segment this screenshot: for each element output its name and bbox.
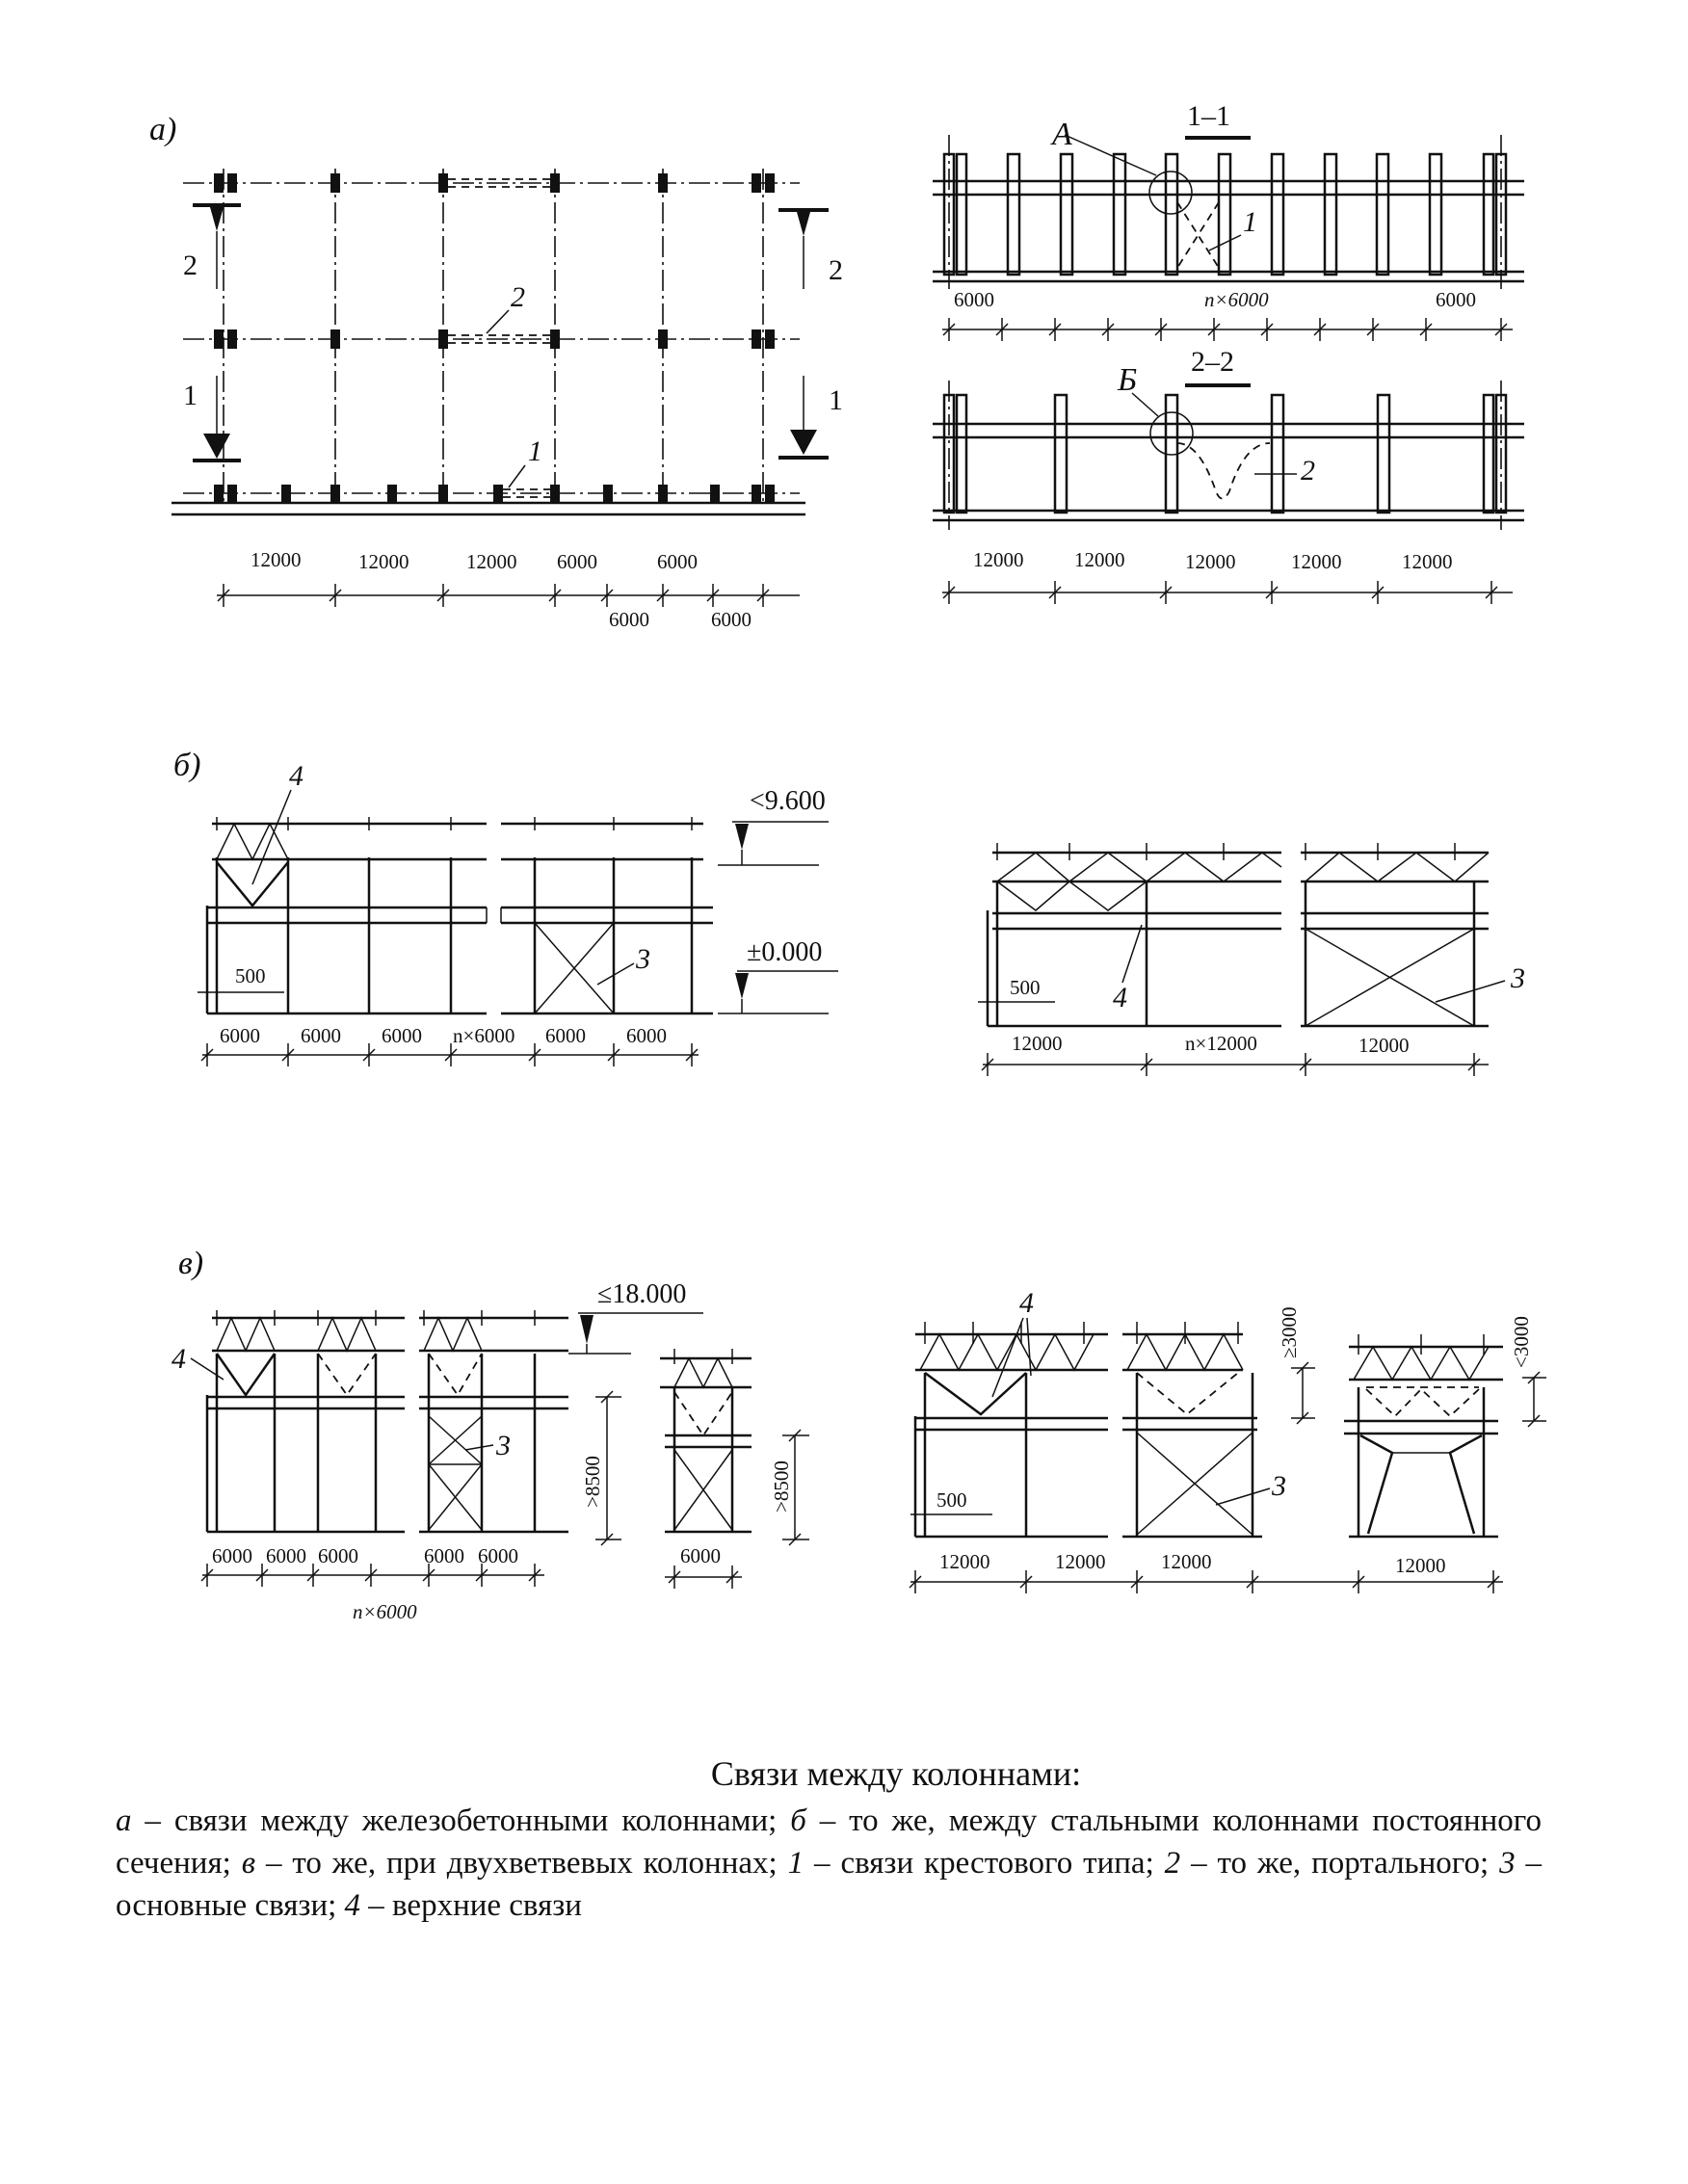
plan-dim-1: 12000 [251,548,302,571]
callout-section-2: 2 [1301,455,1315,487]
v-right-height-1: ≥3000 [1278,1306,1301,1358]
v-single-height: >8500 [770,1460,793,1513]
panel-b-left [173,748,838,1066]
section-2-2-dim-1: 12000 [973,548,1024,571]
b-left-offset: 500 [235,964,266,987]
node-A-label: А [1052,117,1072,152]
plan-dim-5: 6000 [657,550,698,573]
figure-caption [116,1753,1542,1927]
b-right-dim-2: n×12000 [1185,1032,1257,1055]
callout-plan-1: 1 [528,435,542,467]
v-right-height-2: <3000 [1510,1316,1533,1368]
section-marker-right-2: 2 [829,254,843,286]
plan-dim-7: 6000 [711,608,752,631]
caption-item-2: – то же, портального; [1180,1846,1500,1881]
b-right-dim-3: 12000 [1358,1034,1410,1057]
callout-b-left-3: 3 [636,943,650,975]
v-left-total: n×6000 [353,1600,417,1623]
section-2-2-dim-3: 12000 [1185,550,1236,573]
callout-section-1: 1 [1243,206,1257,238]
panel-b-label: б) [173,748,201,783]
caption-item-3: – основные связи; [116,1846,1543,1923]
section-1-1-dim-right: 6000 [1436,288,1476,311]
plan-dim-3: 12000 [466,550,517,573]
caption-item-1: – связи крестового типа; [804,1846,1165,1881]
callout-v-right-3: 3 [1272,1470,1286,1502]
callout-v-left-3: 3 [496,1430,511,1461]
elev-b-zero: ±0.000 [747,937,823,967]
section-1-1-dim-mid: n×6000 [1204,288,1269,311]
v-left-dim-3: 6000 [318,1544,358,1567]
caption-item-a: – связи между железобетонными колоннами; [131,1803,791,1838]
section-marker-right-1: 1 [829,384,843,416]
v-left-dim-4: 6000 [424,1544,464,1567]
b-right-offset: 500 [1010,976,1041,999]
caption-item-4: – верхние связи [360,1888,582,1923]
caption-item-v: – то же, при двухветвевых колоннах; [255,1846,788,1881]
node-B-label: Б [1118,362,1138,398]
section-marker-left-2: 2 [183,250,198,281]
panel-v-label: в) [178,1246,204,1281]
panel-a-plan [149,112,843,631]
elev-b-top: <9.600 [750,786,826,816]
section-2-2-dim-2: 12000 [1074,548,1125,571]
b-left-dim-3: 6000 [382,1024,422,1047]
section-2-2-title: 2–2 [1191,346,1234,378]
caption-key-3: 3 [1499,1846,1516,1881]
v-left-dim-5: 6000 [478,1544,518,1567]
section-1-1-title: 1–1 [1187,100,1230,132]
plan-dim-2: 12000 [358,550,409,573]
caption-key-v: в [241,1846,256,1881]
caption-title: Связи между колоннами: [710,1754,1082,1793]
plan-dim-4: 6000 [557,550,597,573]
b-left-dim-1: 6000 [220,1024,260,1047]
caption-text [116,1800,1542,1927]
b-right-dim-1: 12000 [1012,1032,1063,1055]
v-right-dim-2: 12000 [1055,1550,1106,1573]
v-single-dim: 6000 [680,1544,721,1567]
callout-b-left-4: 4 [289,760,303,792]
panel-v-single [660,1349,809,1589]
b-left-dim-6: 6000 [626,1024,667,1047]
caption-key-b: б [790,1803,806,1838]
panel-v-right [910,1287,1546,1593]
section-2-2-dim-5: 12000 [1402,550,1453,573]
v-right-dim-4: 12000 [1395,1554,1446,1577]
section-1-1-dim-left: 6000 [954,288,994,311]
callout-v-left-4: 4 [171,1343,186,1375]
v-left-height: >8500 [581,1456,604,1508]
caption-key-1: 1 [787,1846,804,1881]
v-right-dim-1: 12000 [939,1550,990,1573]
callout-v-right-4: 4 [1019,1287,1034,1319]
callout-b-right-4: 4 [1113,982,1127,1013]
b-left-dim-2: 6000 [301,1024,341,1047]
panel-a-label: а) [149,112,177,147]
b-left-dim-5: 6000 [545,1024,586,1047]
plan-dim-6: 6000 [609,608,649,631]
caption-key-4: 4 [344,1888,361,1923]
caption-item-b: – то же, между стальными колоннами постоянного сечения; [116,1803,1542,1881]
b-left-dim-4: n×6000 [453,1024,515,1047]
v-left-dim-1: 6000 [212,1544,252,1567]
section-2-2 [933,346,1524,604]
v-right-offset: 500 [936,1488,967,1512]
caption-key-a: а [116,1803,132,1838]
v-left-dim-2: 6000 [266,1544,306,1567]
panel-b-right [978,843,1525,1076]
v-right-dim-3: 12000 [1161,1550,1212,1573]
elev-v-top: ≤18.000 [597,1279,687,1309]
panel-v-left [171,1246,703,1623]
callout-b-right-3: 3 [1511,962,1525,994]
caption-key-2: 2 [1164,1846,1181,1881]
section-1-1 [933,100,1524,341]
section-marker-left-1: 1 [183,380,198,411]
section-2-2-dim-4: 12000 [1291,550,1342,573]
callout-plan-2: 2 [511,281,525,313]
